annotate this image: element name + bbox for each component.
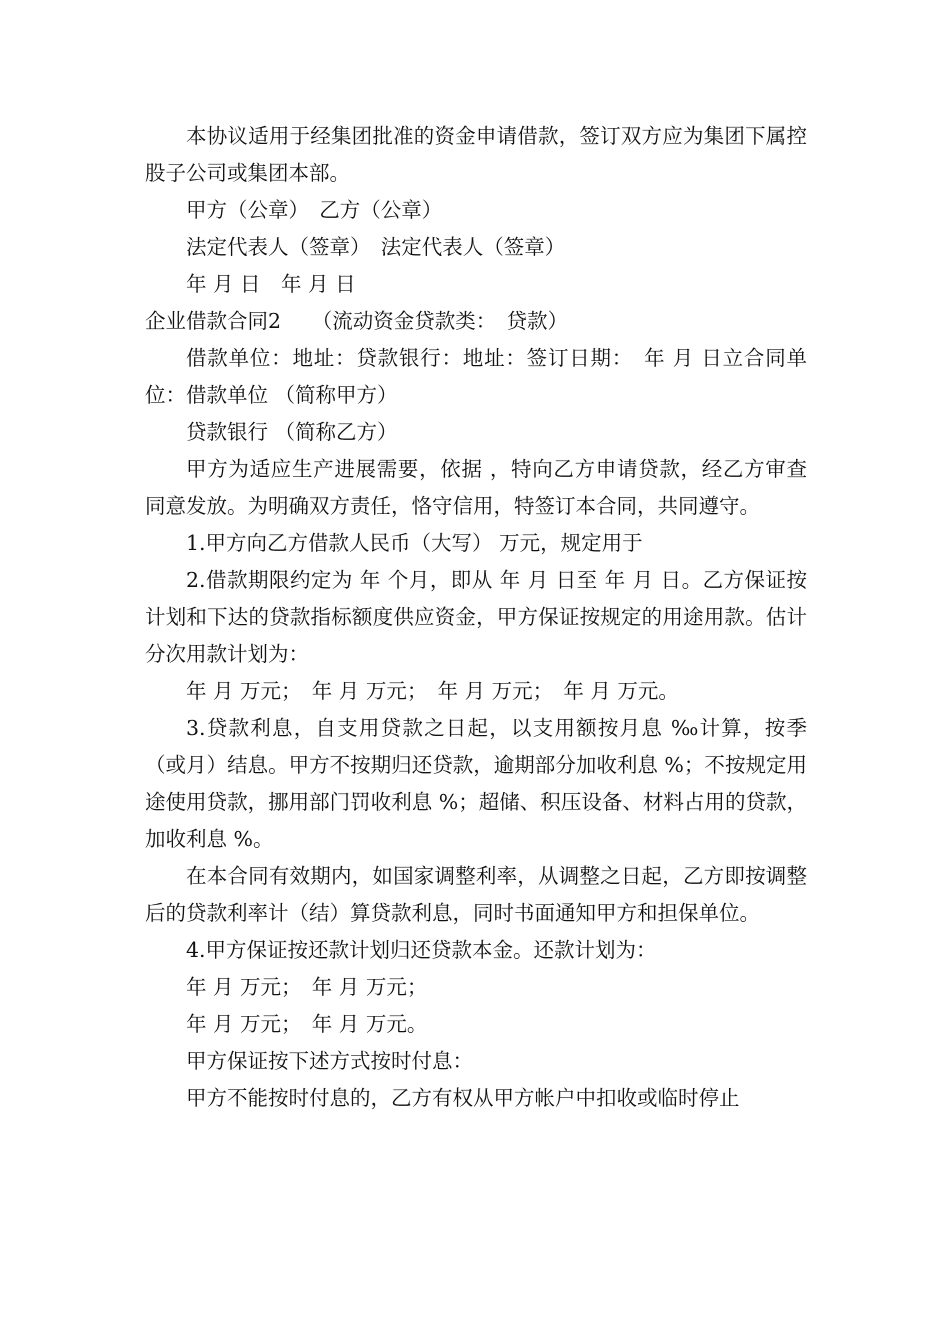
- clause-4: 4.甲方保证按还款计划归还贷款本金。还款计划为：: [186, 938, 657, 962]
- paragraph-lender: 贷款银行 （简称乙方）: [186, 420, 398, 444]
- contract-heading: 企业借款合同2 （流动资金贷款类： 贷款）: [145, 309, 569, 333]
- paragraph-date-line: 年 月 日 年 月 日: [186, 272, 356, 296]
- paragraph-late-interest: 甲方不能按时付息的，乙方有权从甲方帐户中扣收或临时停止: [186, 1086, 740, 1110]
- paragraph-signature-line: 法定代表人（签章） 法定代表人（签章）: [186, 235, 566, 259]
- paragraph-seal-line: 甲方（公章） 乙方（公章）: [186, 198, 443, 222]
- paragraph-parties: 借款单位：地址：贷款银行：地址：签订日期： 年 月 日立合同单位：借款单位 （简称甲方）: [145, 346, 807, 407]
- clause-3: 3.贷款利息，自支用贷款之日起，以支用额按月息 ‰计算，按季（或月）结息。甲方不按期归还贷款，逾期部分加收利息 %；不按规定用途使用贷款，挪用部门罚收利息 %；超储、积压设备、材料占用的贷款，加收利息 %。: [145, 716, 807, 851]
- clause-1: 1.甲方向乙方借款人民币（大写） 万元，规定用于: [186, 531, 643, 555]
- paragraph-scope: 本协议适用于经集团批准的资金申请借款，签订双方应为集团下属控股子公司或集团本部。: [145, 124, 807, 185]
- repayment-plan-2: 年 月 万元； 年 月 万元。: [186, 1012, 428, 1036]
- paragraph-purpose: 甲方为适应生产进展需要，依据 ，特向乙方申请贷款，经乙方审查同意发放。为明确双方责任，恪守信用，特签订本合同，共同遵守。: [145, 457, 807, 518]
- clause-2: 2.借款期限约定为 年 个月，即从 年 月 日至 年 月 日。乙方保证按计划和下达的贷款指标额度供应资金，甲方保证按规定的用途用款。估计分次用款计划为：: [145, 568, 807, 666]
- document-body: [145, 118, 807, 1117]
- usage-plan: 年 月 万元； 年 月 万元； 年 月 万元； 年 月 万元。: [186, 679, 679, 703]
- paragraph-interest-method: 甲方保证按下述方式按时付息：: [186, 1049, 473, 1073]
- repayment-plan-1: 年 月 万元； 年 月 万元；: [186, 975, 428, 999]
- paragraph-rate-adjustment: 在本合同有效期内，如国家调整利率，从调整之日起，乙方即按调整后的贷款利率计（结）算贷款利息，同时书面通知甲方和担保单位。: [145, 864, 807, 925]
